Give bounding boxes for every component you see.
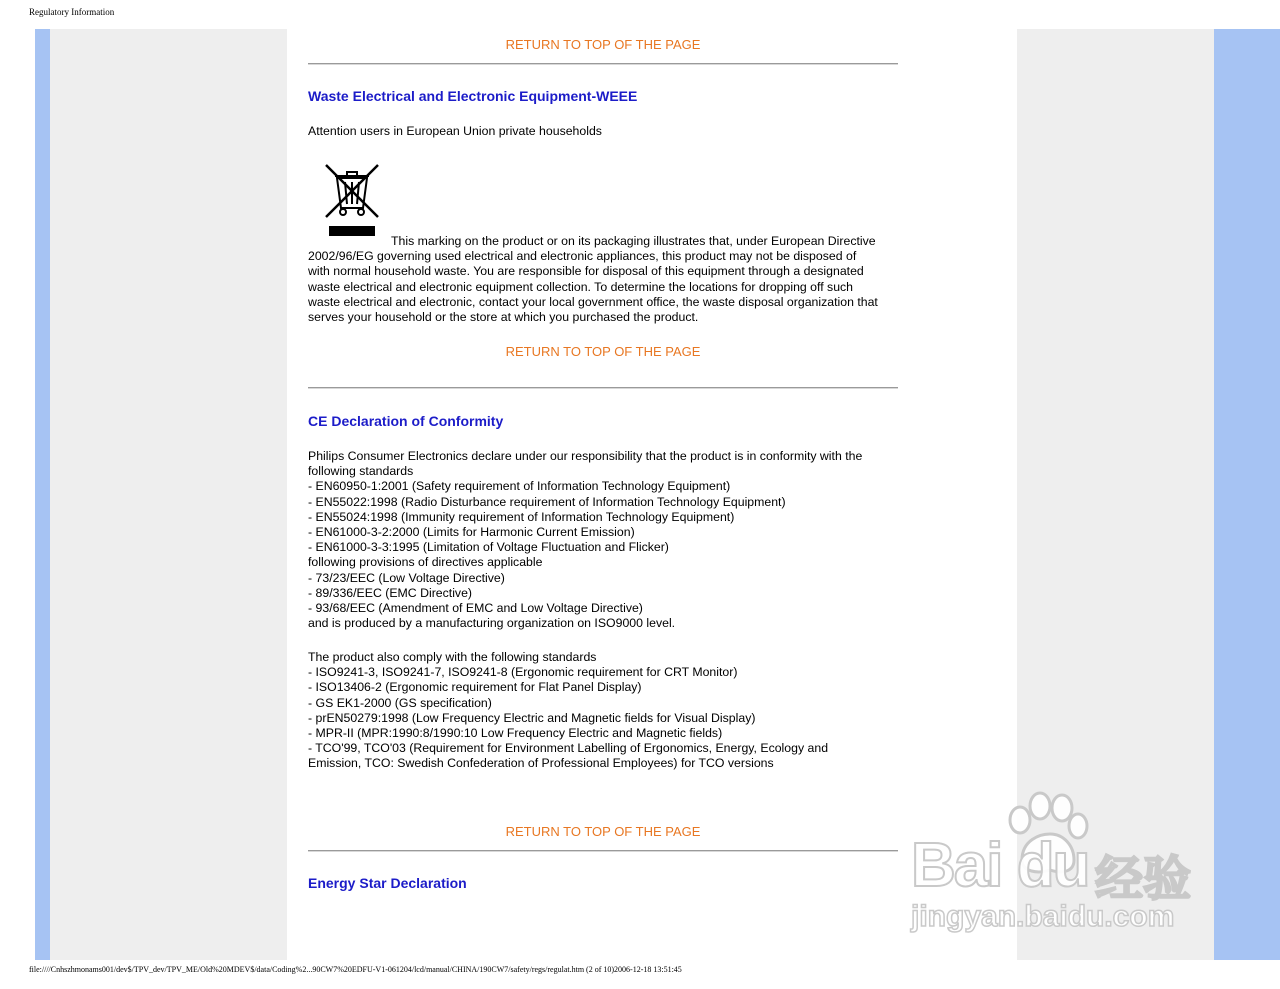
watermark-brand: Bai du [911, 831, 1089, 900]
print-header: Regulatory Information [29, 7, 115, 17]
ce-line: - EN61000-3-2:2000 (Limits for Harmonic Current Emission) [308, 525, 635, 540]
right-blue-bar [1214, 29, 1280, 960]
divider-3 [308, 850, 898, 852]
return-to-top-link-3[interactable]: RETURN TO TOP OF THE PAGE [505, 824, 701, 839]
watermark-url: jingyan.baidu.com [911, 900, 1175, 933]
ce-line: - MPR-II (MPR:1990:8/1990:10 Low Frequency Electric and Magnetic fields) [308, 726, 723, 741]
weee-line: with normal household waste. You are responsible for disposal of this equipment through a designated [308, 264, 864, 279]
weee-line: serves your household or the store at which you purchased the product. [308, 310, 699, 325]
ce-line: - 89/336/EEC (EMC Directive) [308, 585, 473, 600]
ce-block-1 [308, 449, 900, 631]
ce-line: - prEN50279:1998 (Low Frequency Electric and Magnetic fields for Visual Display) [308, 710, 756, 725]
ce-line: - ISO9241-3, ISO9241-7, ISO9241-8 (Ergonomic requirement for CRT Monitor) [308, 665, 738, 680]
weee-line: This marking on the product or on its packaging illustrates that, under European Directive [391, 234, 876, 248]
left-blue-bar [35, 29, 50, 960]
ce-line: following provisions of directives applicable [308, 555, 543, 570]
ce-line: - GS EK1-2000 (GS specification) [308, 695, 492, 710]
ce-line: - ISO13406-2 (Ergonomic requirement for Flat Panel Display) [308, 680, 642, 695]
ce-block-2 [308, 650, 900, 772]
return-to-top-link-2[interactable]: RETURN TO TOP OF THE PAGE [505, 344, 701, 359]
baidu-jingyan-watermark [905, 790, 1205, 950]
ce-line: - EN55022:1998 (Radio Disturbance requirement of Information Technology Equipment) [308, 494, 786, 509]
ce-line: The product also comply with the following standards [308, 650, 597, 664]
ce-line: - EN55024:1998 (Immunity requirement of Information Technology Equipment) [308, 509, 735, 524]
ce-heading: CE Declaration of Conformity [308, 413, 504, 429]
ce-line: - EN60950-1:2001 (Safety requirement of Information Technology Equipment) [308, 479, 731, 494]
print-footer: file:////Cnhszhmonams001/dev$/TPV_dev/TPV_ME/Old%20MDEV$/data/Coding%2...90CW7%20EDFU-V1-061204/lcd/manual/CHINA/190CW7/safety/regs/regulat.htm (2 of 10)2006-12-18 13:51:45 [29, 965, 682, 974]
weee-line: 2002/96/EG governing used electrical and electronic appliances, this product may not be disposed of [308, 249, 857, 264]
return-to-top-link-1[interactable]: RETURN TO TOP OF THE PAGE [505, 37, 701, 52]
ce-line: Emission, TCO: Swedish Confederation of Professional Employees) for TCO versions [308, 756, 774, 771]
divider-2 [308, 387, 898, 389]
ce-line: - 93/68/EEC (Amendment of EMC and Low Voltage Directive) [308, 601, 643, 616]
weee-body [308, 234, 900, 325]
divider-1 [308, 63, 898, 65]
ce-line: - EN61000-3-3:1995 (Limitation of Voltage Fluctuation and Flicker) [308, 540, 669, 555]
energy-star-heading: Energy Star Declaration [308, 875, 467, 891]
ce-line: and is produced by a manufacturing organization on ISO9000 level. [308, 616, 676, 631]
weee-crossed-bin-icon [323, 162, 381, 238]
weee-line: waste electrical and electronic equipment collection. To determine the locations for dropping off such [308, 279, 854, 294]
left-gray-panel [50, 29, 287, 960]
weee-attention: Attention users in European Union private households [308, 124, 602, 138]
weee-line: waste electrical and electronic, contact your local government office, the waste disposal organization that [308, 294, 878, 309]
ce-line: - TCO'99, TCO'03 (Requirement for Environment Labelling of Ergonomics, Energy, Ecology and [308, 741, 829, 756]
ce-line: following standards [308, 464, 414, 479]
ce-line: Philips Consumer Electronics declare under our responsibility that the product is in conformity with the [308, 449, 863, 463]
ce-line: - 73/23/EEC (Low Voltage Directive) [308, 570, 505, 585]
watermark-cn: 经验 [1095, 853, 1192, 906]
weee-heading: Waste Electrical and Electronic Equipment-WEEE [308, 88, 638, 104]
